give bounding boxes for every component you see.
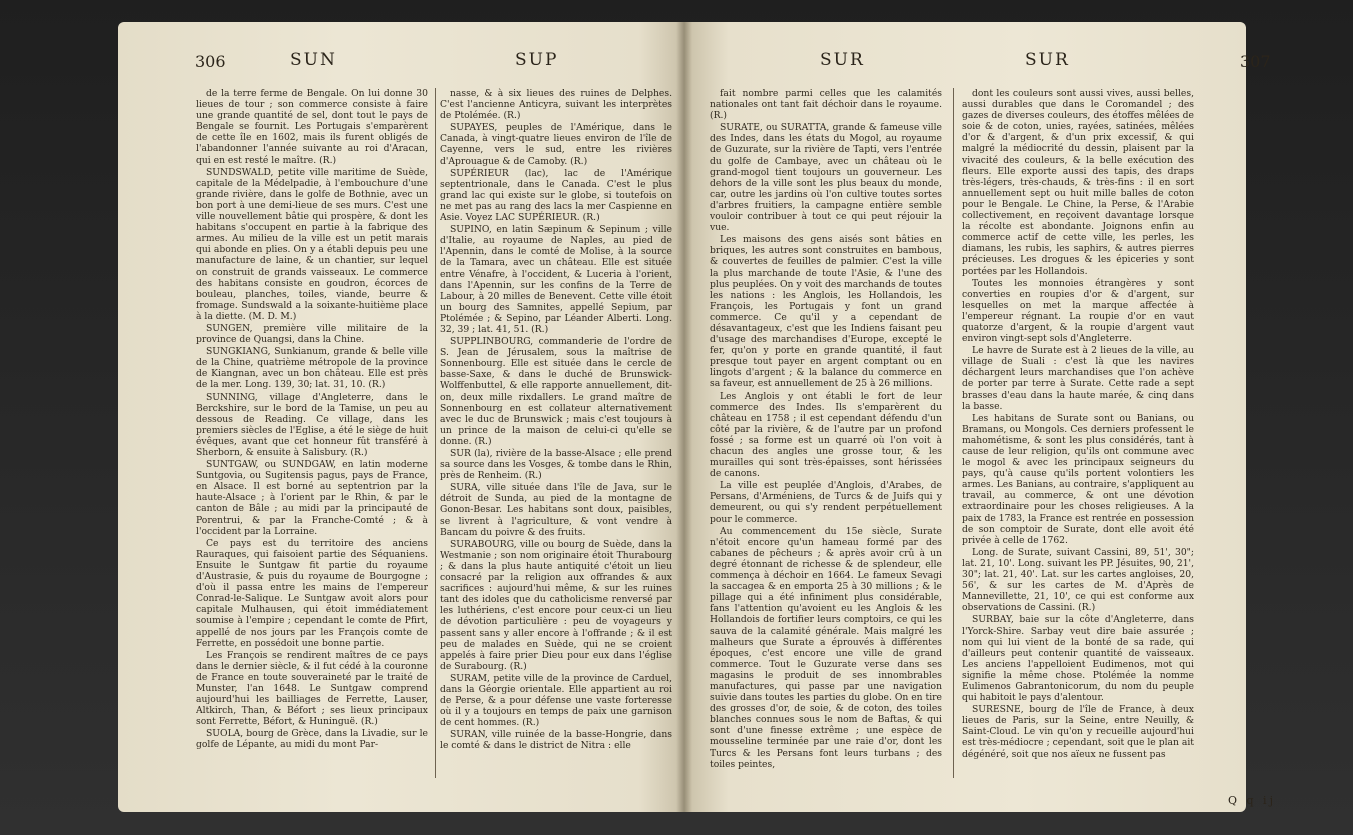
paragraph: SUNDSWALD, petite ville maritime de Suède, capitale de la Médelpadie, à l'embouchure d'une grande rivière, dans le golfe de Bothnie, avec un bon port à une demi-lieue de ses murs. C'est une ville nouvellement bâtie qui prospère, & dont les habitans s'occupent en partie à la fabrique des armes. Au milieu de la ville est un petit marais qui abonde en plies. On y a établi depuis peu une manufacture de laine, & un chantier, sur lequel on construit de grands vaisseaux. Le commerce des habitans consiste en goudron, écorces de bouleau, planches, toiles, viande, beurre & fromage. Sundswald a la soixante-huitième place à la diette. (M. D. M.)	[196, 166, 428, 322]
paragraph: Toutes les monnoies étrangères y sont converties en roupies d'or & d'argent, sur lesquelles on met la marque affectée à l'empereur régnant. La roupie d'or en vaut quatorze d'argent, & la roupie d'argent vaut environ vingt-sept sols d'Angleterre.	[962, 277, 1194, 345]
left-running-head-2: SUP	[515, 50, 559, 70]
book-gutter	[676, 22, 692, 812]
paragraph: SUPINO, en latin Sæpinum & Sepinum ; ville d'Italie, au royaume de Naples, au pied de l'Apennin, dans le comté de Molise, à la source de la Tamara, avec un château. Elle est située entre Vénafre, à l'occident, & Luceria à l'orient, dans l'Apennin, sur les confins de la Terre de Labour, à 20 milles de Benevent. Cette ville étoit un bourg des Samnites, appellé Sepium, par Ptolémée ; & Sepino, par Léander Alberti. Long. 32, 39 ; lat. 41, 51. (R.)	[440, 224, 672, 335]
paragraph: La ville est peuplée d'Anglois, d'Arabes, de Persans, d'Arméniens, de Turcs & de Juifs qui y demeurent, ou qui s'y rendent perpétuellement pour le commerce.	[710, 480, 942, 525]
signature-mark: Q q ij	[1228, 794, 1276, 807]
paragraph: fait nombre parmi celles que les calamités nationales ont tant fait déchoir dans le royaume. (R.)	[710, 88, 942, 122]
paragraph: SUPAYES, peuples de l'Amérique, dans le Canada, à vingt-quatre lieues environ de l'île de Cayenne, vers le sud, entre les rivières d'Aprouague & de Camoby. (R.)	[440, 122, 672, 167]
paragraph: SURAN, ville ruinée de la basse-Hongrie, dans le comté & dans le district de Nitra : elle	[440, 729, 672, 752]
paragraph: Les habitans de Surate sont ou Banians, ou Bramans, ou Mongols. Ces derniers professent le mahométisme, & sont les plus considérés, tant à cause de leur religion, qu'ils ont commune avec le mogol & avec les principaux seigneurs du pays, qu'à cause qu'ils portent volontiers les armes. Les Banians, au contraire, s'appliquent au travail, au commerce, & ont une dévotion extraordinaire pour les choses religieuses. A la paix de 1783, la France est rentrée en possession de son comptoir de Surate, dont elle avoit été privée à celle de 1762.	[962, 412, 1194, 546]
paragraph: SUNGEN, première ville militaire de la province de Quangsi, dans la Chine.	[196, 322, 428, 346]
paragraph: SURABOURG, ville ou bourg de Suède, dans la Westmanie ; son nom originaire étoit Thurabourg ; & dans la plus haute antiquité c'étoit un lieu consacré par la religion aux offrandes & aux sacrifices : aujourd'hui même, & sur les ruines tant des idoles que du catholicisme renversé par les luthériens, c'est encore pour ceux-ci un lieu de dévotion particulière : peu de voyageurs y passent sans y aller encore à l'offrande ; & il est peu de malades en Suède, qui ne se croient appelés à faire prier Dieu pour eux dans l'église de Surabourg. (R.)	[440, 538, 672, 672]
left-page-number: 306	[195, 52, 226, 71]
right-page-number: 307	[1240, 52, 1271, 71]
paragraph: Le havre de Surate est à 2 lieues de la ville, au village de Suali : c'est là que les navires déchargent leurs marchandises que l'on achève de porter par terre à Surate. Cette rade a sept brasses d'eau dans la haute marée, & cinq dans la basse.	[962, 345, 1194, 412]
left-running-head: SUN	[290, 50, 337, 70]
paragraph: de la terre ferme de Bengale. On lui donne 30 lieues de tour ; son commerce consiste à faire une grande quantité de sel, dont tout le pays de Bengale se fournit. Les Portugais s'emparèrent de cette île en 1602, mais ils furent obligés de l'abandonner l'année suivante au roi d'Aracan, qui en est resté le maître. (R.)	[196, 88, 428, 166]
right-running-head-2: SUR	[1025, 50, 1070, 70]
paragraph: Les maisons des gens aisés sont bâties en briques, les autres sont construites en bambous, & couvertes de feuilles de palmier. C'est la ville la plus marchande de toute l'Asie, & l'une des plus peuplées. On y voit des marchands de toutes les nations : les Anglois, les Hollandois, les François, les Portugais y font un grand commerce. Ce qu'il y a cependant de désavantageux, c'est que les Indiens faisant peu d'usage des marchandises d'Europe, excepté le fer, qu'on y porte en grande quantité, il faut presque tout payer en argent comptant ou en lingots d'argent ; & la balance du commerce en sa faveur, est annuellement de 25 à 26 millions.	[710, 234, 942, 390]
paragraph: SUOLA, bourg de Grèce, dans la Livadie, sur le golfe de Lépante, au midi du mont Par-	[196, 728, 428, 751]
paragraph: SURESNE, bourg de l'île de France, à deux lieues de Paris, sur la Seine, entre Neuilly, & Saint-Cloud. Le vin qu'on y recueille aujourd'hui est très-médiocre ; cependant, soit que le plan ait dégénéré, soit que nos aïeux ne fussent pas	[962, 704, 1194, 760]
left-column-1	[196, 88, 428, 788]
paragraph: SUNNING, village d'Angleterre, dans le Berckshire, sur le bord de la Tamise, un peu au dessous de Reading. Ce village, dans les premiers siècles de l'Eglise, a été le siège de huit évêques, avant que cet honneur fût transféré à Sherborn, & ensuite à Salisbury. (R.)	[196, 391, 428, 458]
paragraph: SUNGKIANG, Sunkianum, grande & belle ville de la Chine, quatrième métropole de la province de Kiangnan, avec un bon château. Elle est près de la mer. Long. 139, 30; lat. 31, 10. (R.)	[196, 346, 428, 391]
right-running-head: SUR	[820, 50, 865, 70]
paragraph: Ce pays est du territoire des anciens Rauraques, qui faisoient partie des Séquaniens. Ensuite le Suntgaw fit partie du royaume d'Austrasie, & puis du royaume de Bourgogne ; d'où il passa entre les mains de l'empereur Conrad-le-Salique. Le Suntgaw avoit alors pour capitale Mulhausen, qui étoit immédiatement soumise à l'empire ; cependant le comte de Pfirt, appellé de nos jours par les François comte de Ferrette, en possédoit une bonne partie.	[196, 537, 428, 649]
paragraph: Long. de Surate, suivant Cassini, 89, 51', 30"; lat. 21, 10'. Long. suivant les PP. Jésuites, 90, 21', 30"; lat. 21, 40'. Lat. sur les cartes angloises, 20, 56', & sur les cartes de M. d'Après de Mannevillette, 21, 10', ce qui est conforme aux observations de Cassini. (R.)	[962, 546, 1194, 614]
left-column-rule	[435, 88, 436, 778]
paragraph: SUPPLINBOURG, commanderie de l'ordre de S. Jean de Jérusalem, sous la maîtrise de Sonnenbourg. Elle est située dans le cercle de basse-Saxe, & dans le duché de Brunswick-Wolffenbuttel, & elle rapporte annuellement, dit-on, deux mille rixdallers. Le grand maître de Sonnenbourg en est collateur alternativement avec le duc de Brunswick ; mais c'est toujours à un prince de la maison de celui-ci qu'elle se donne. (R.)	[440, 336, 672, 447]
right-column-1	[710, 88, 942, 788]
paragraph: dont les couleurs sont aussi vives, aussi belles, aussi durables que dans le Coromandel ; des gazes de diverses couleurs, des étoffes mêlées de soie & de coton, unies, rayées, satinées, mêlées d'or & d'argent, & d'un prix excessif, & qui malgré la médiocrité du dessin, plaisent par la vivacité des couleurs, & la belle exécution des fleurs. Elle exporte aussi des tapis, des draps très-légers, très-chauds, & très-fins : il en sort annuellement sept ou huit mille balles de coton pour le Bengale. Le Chine, la Perse, & l'Arabie collectivement, en reçoivent davantage lorsque la récolte est abondante. Joignons enfin au commerce actif de cette ville, les perles, les diamans, les rubis, les saphirs, & autres pierres précieuses. Les drogues & les épiceries y sont portées par les Hollandois.	[962, 88, 1194, 277]
left-column-2	[440, 88, 672, 788]
right-column-rule	[953, 88, 954, 778]
right-column-2	[962, 88, 1194, 788]
paragraph: SUR (la), rivière de la basse-Alsace ; elle prend sa source dans les Vosges, & tombe dans le Rhin, près de Renheim. (R.)	[440, 448, 672, 482]
paragraph: SUPÉRIEUR (lac), lac de l'Amérique septentrionale, dans le Canada. C'est le plus grand lac qui existe sur le globe, si toutefois on ne met pas au rang des lacs la mer Caspienne en Asie. Voyez LAC SUPÉRIEUR. (R.)	[440, 167, 672, 224]
paragraph: Les Anglois y ont établi le fort de leur commerce des Indes. Ils s'emparèrent du château en 1758 ; il est cependant défendu d'un côté par la rivière, & de l'autre par un profond fossé ; sa forme est un quarré où l'on voit à chacun des angles une grosse tour, & les murailles qui sont très-épaisses, sont hérissées de canons.	[710, 390, 942, 480]
paragraph: nasse, & à six lieues des ruines de Delphes. C'est l'ancienne Anticyra, suivant les interprètes de Ptolémée. (R.)	[440, 88, 672, 122]
paragraph: SURA, ville située dans l'île de Java, sur le détroit de Sunda, au pied de la montagne de Gonon-Besar. Les habitans sont doux, paisibles, se livrent à l'agriculture, & vont vendre à Bancam du poivre & des fruits.	[440, 482, 672, 538]
paragraph: Les François se rendirent maîtres de ce pays dans le dernier siècle, & il fut cédé à la couronne de France en toute souveraineté par le traité de Munster, l'an 1648. Le Suntgaw comprend aujourd'hui les bailliages de Ferrette, Lauser, Altkirch, Than, & Béfort ; ses lieux principaux sont Ferrette, Béfort, & Huninguë. (R.)	[196, 649, 428, 728]
paragraph: Au commencement du 15e siècle, Surate n'étoit encore qu'un hameau formé par des cabanes de pêcheurs ; & après avoir crû à un degré étonnant de richesse & de splendeur, elle commença à déchoir en 1664. Le fameux Sevagi la saccagea & en emporta 25 à 30 millions ; & le pillage qui a été infiniment plus considérable, fans l'attention qu'avoient eu les Anglois & les Hollandois de fortifier leurs comptoirs, ce qui les sauva de la calamité générale. Mais malgré les malheurs que Surate a éprouvés à différentes époques, c'est encore une ville de grand commerce. Tout le Guzurate verse dans ses magasins le produit de ses innombrables manufactures, qui passe par une navigation suivie dans toutes les parties du globe. On en tire des grosses d'or, de soie, & de coton, des toiles blanches connues sous le nom de Baftas, & qui sont d'une finesse extrême ; une espèce de mousseline terminée par une raie d'or, dont les Turcs & les Persans font leurs turbans ; des toiles peintes,	[710, 525, 942, 770]
paragraph: SURBAY, baie sur la côte d'Angleterre, dans l'Yorck-Shire. Sarbay veut dire baie assurée ; nom qui lui vient de la bonté de sa rade, qui d'ailleurs peut contenir quantité de vaisseaux. Les anciens l'appelloient Eudimenos, mot qui signifie la même chose. Ptolémée la nomme Eulimenos Gabrantonicorum, du nom du peuple qui habitoit le pays d'alentour.	[962, 614, 1194, 704]
paragraph: SURATE, ou SURATTA, grande & fameuse ville des Indes, dans les états du Mogol, au royaume de Guzurate, sur la rivière de Tapti, vers l'entrée du golfe de Cambaye, avec un château où le grand-mogol tient toujours un gouverneur. Les dehors de la ville sont les plus beaux du monde, car, outre les jardins où l'on cultive toutes sortes d'arbres fruitiers, la campagne entière semble vouloir contribuer à tout ce qui peut réjouir la vue.	[710, 122, 942, 234]
paragraph: SURAM, petite ville de la province de Carduel, dans la Géorgie orientale. Elle appartient au roi de Perse, & a pour défense une vaste forteresse où il y a toujours en temps de paix une garnison de cent hommes. (R.)	[440, 672, 672, 729]
paragraph: SUNTGAW, ou SUNDGAW, en latin moderne Suntgovia, ou Sugitensis pagus, pays de France, en Alsace. Il est borné au septentrion par la haute-Alsace ; à l'orient par le Rhin, & par le canton de Bâle ; au midi par la principauté de Porentrui, & par la Franche-Comté ; & à l'occident par la Lorraine.	[196, 459, 428, 537]
